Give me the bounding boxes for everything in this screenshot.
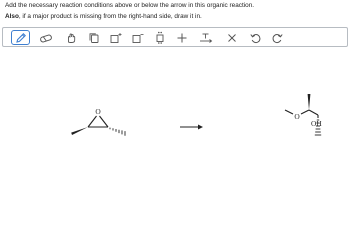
eraser-button[interactable] <box>37 30 54 45</box>
reaction-arrow[interactable] <box>180 125 203 130</box>
instruction-line-2 <box>5 13 202 21</box>
lone-pair-icon <box>154 31 166 44</box>
hash-bond <box>110 128 125 136</box>
charge-plus-icon <box>109 32 123 44</box>
product-hydroxyl-label: OH <box>311 119 322 128</box>
undo-button[interactable] <box>246 30 263 45</box>
product-wedge-bond <box>308 94 311 110</box>
reaction-conditions-button[interactable] <box>197 30 214 45</box>
lone-pair-button[interactable] <box>151 30 168 45</box>
add-icon <box>176 32 188 44</box>
copy-icon <box>88 32 100 44</box>
lasso-icon <box>65 32 77 44</box>
drawing-canvas[interactable] <box>0 50 350 169</box>
copy-button[interactable] <box>85 30 102 45</box>
reaction-drawing <box>0 50 350 169</box>
redo-icon <box>272 32 284 44</box>
pencil-button[interactable] <box>11 30 30 45</box>
add-button[interactable] <box>173 30 190 45</box>
atom-o-label: O <box>95 107 101 116</box>
instruction-line-1: Add the necessary reaction conditions above or below the arrow in this organic reaction. <box>5 2 255 9</box>
charge-minus-button[interactable] <box>129 30 146 45</box>
instruction-also: Also <box>5 13 19 20</box>
drawing-toolbar <box>2 27 348 47</box>
undo-icon <box>249 32 261 44</box>
charge-minus-icon <box>131 32 145 44</box>
clear-button[interactable] <box>223 30 240 45</box>
lasso-button[interactable] <box>62 30 79 45</box>
eraser-icon <box>39 32 53 44</box>
product-molecule <box>285 94 332 135</box>
charge-plus-button[interactable] <box>107 30 124 45</box>
product-atom-o-label: O <box>294 112 300 121</box>
instruction-line-2-rest: , if a major product is missing from the right-hand side, draw it in. <box>18 13 202 20</box>
redo-button[interactable] <box>269 30 286 45</box>
reactant-epoxide <box>71 107 125 136</box>
clear-icon <box>226 32 238 44</box>
reaction-conditions-icon <box>199 32 213 44</box>
wedge-bond <box>71 127 88 135</box>
pencil-icon <box>15 32 27 44</box>
